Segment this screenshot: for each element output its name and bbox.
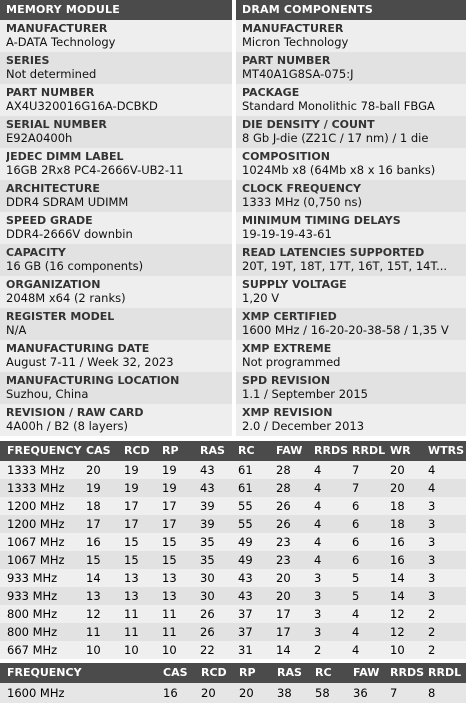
timing-cell: 15 — [124, 535, 139, 549]
timing-table — [0, 441, 466, 659]
timing-cell: 11 — [86, 625, 101, 639]
timing-cell: 55 — [238, 499, 253, 513]
xmp-header-cell: FREQUENCY — [7, 666, 82, 679]
dram-field — [236, 212, 466, 244]
xmp-header-cell: RRDS — [390, 666, 424, 679]
module-field-label: MANUFACTURING LOCATION — [6, 374, 180, 387]
timing-cell: 6 — [352, 535, 360, 549]
timing-cell: 17 — [124, 499, 139, 513]
dram-field-value: 2.0 / December 2013 — [242, 419, 365, 433]
timing-cell: 15 — [86, 553, 101, 567]
xmp-cell: 36 — [353, 686, 368, 700]
timing-cell: 13 — [124, 571, 139, 585]
xmp-cell: 20 — [201, 686, 216, 700]
module-field — [0, 180, 232, 212]
timing-cell: 17 — [276, 607, 291, 621]
timing-cell: 4 — [428, 481, 436, 495]
module-field-value: 2048M x64 (2 ranks) — [6, 291, 126, 305]
timing-cell: 2 — [314, 643, 322, 657]
module-field — [0, 212, 232, 244]
timing-header-cell: RRDL — [352, 444, 386, 457]
module-field — [0, 340, 232, 372]
timing-cell: 3 — [314, 607, 322, 621]
xmp-header-cell: RP — [239, 666, 256, 679]
timing-cell: 10 — [86, 643, 101, 657]
timing-row — [0, 533, 466, 551]
timing-cell: 17 — [162, 517, 177, 531]
xmp-header-cell: CAS — [163, 666, 188, 679]
timing-cell: 13 — [124, 589, 139, 603]
timing-cell: 28 — [276, 463, 291, 477]
timing-row — [0, 641, 466, 659]
dram-field — [236, 244, 466, 276]
timing-cell: 26 — [200, 607, 215, 621]
module-field — [0, 116, 232, 148]
timing-cell: 11 — [162, 607, 177, 621]
timing-cell: 1200 MHz — [7, 499, 65, 513]
timing-row — [0, 587, 466, 605]
timing-cell: 37 — [238, 625, 253, 639]
timing-cell: 5 — [352, 571, 360, 585]
timing-cell: 17 — [276, 625, 291, 639]
timing-cell: 2 — [428, 607, 436, 621]
dram-field-value: 1,20 V — [242, 291, 280, 305]
dram-field-label: XMP CERTIFIED — [242, 310, 337, 323]
timing-cell: 15 — [124, 553, 139, 567]
timing-row — [0, 461, 466, 479]
dram-field-label: CLOCK FREQUENCY — [242, 182, 362, 195]
module-field-value: AX4U320016G16A-DCBKD — [6, 99, 158, 113]
timing-cell: 1333 MHz — [7, 481, 65, 495]
timing-cell: 3 — [314, 589, 322, 603]
timing-cell: 1333 MHz — [7, 463, 65, 477]
timing-cell: 667 MHz — [7, 643, 58, 657]
xmp-cell: 8 — [428, 686, 436, 700]
dram-field-label: MINIMUM TIMING DELAYS — [242, 214, 401, 227]
module-field-value: 4A00h / B2 (8 layers) — [6, 419, 128, 433]
timing-cell: 6 — [352, 517, 360, 531]
timing-cell: 10 — [390, 643, 405, 657]
dram-field-label: SUPPLY VOLTAGE — [242, 278, 347, 291]
memory-module-column — [0, 0, 232, 436]
timing-cell: 14 — [390, 571, 405, 585]
timing-header-cell: RC — [238, 444, 255, 457]
timing-cell: 4 — [428, 463, 436, 477]
timing-cell: 3 — [314, 625, 322, 639]
xmp-cell: 58 — [315, 686, 330, 700]
timing-cell: 15 — [162, 535, 177, 549]
timing-cell: 4 — [314, 481, 322, 495]
timing-cell: 1067 MHz — [7, 553, 65, 567]
timing-cell: 3 — [428, 589, 436, 603]
timing-cell: 10 — [124, 643, 139, 657]
timing-cell: 14 — [390, 589, 405, 603]
timing-cell: 17 — [162, 499, 177, 513]
xmp-header-cell: RCD — [201, 666, 227, 679]
timing-row — [0, 497, 466, 515]
dram-field-value: 1.1 / September 2015 — [242, 387, 368, 401]
dram-field-label: SPD REVISION — [242, 374, 331, 387]
timing-cell: 6 — [352, 499, 360, 513]
timing-table-header — [0, 441, 466, 461]
timing-cell: 20 — [86, 463, 101, 477]
dram-field — [236, 404, 466, 436]
timing-row — [0, 515, 466, 533]
timing-cell: 19 — [162, 481, 177, 495]
module-field — [0, 276, 232, 308]
timing-header-cell: FREQUENCY — [7, 444, 82, 457]
timing-header-cell: RCD — [124, 444, 150, 457]
xmp-header-cell: RC — [315, 666, 332, 679]
timing-cell: 16 — [86, 535, 101, 549]
timing-cell: 4 — [352, 643, 360, 657]
timing-cell: 12 — [390, 625, 405, 639]
timing-cell: 3 — [428, 517, 436, 531]
module-field — [0, 372, 232, 404]
module-field-label: ORGANIZATION — [6, 278, 101, 291]
module-field-value: August 7-11 / Week 32, 2023 — [6, 355, 174, 369]
dram-field-label: READ LATENCIES SUPPORTED — [242, 246, 425, 259]
timing-cell: 49 — [238, 535, 253, 549]
module-field-label: REGISTER MODEL — [6, 310, 115, 323]
dram-field-value: Not programmed — [242, 355, 341, 369]
timing-cell: 43 — [238, 571, 253, 585]
timing-cell: 4 — [352, 625, 360, 639]
timing-cell: 933 MHz — [7, 571, 58, 585]
dram-field — [236, 84, 466, 116]
timing-cell: 7 — [352, 481, 360, 495]
module-field-label: MANUFACTURER — [6, 22, 108, 35]
dram-field-label: MANUFACTURER — [242, 22, 344, 35]
timing-cell: 14 — [276, 643, 291, 657]
xmp-table-header — [0, 663, 466, 683]
timing-table-body — [0, 461, 466, 659]
module-field — [0, 148, 232, 180]
dram-field — [236, 116, 466, 148]
timing-cell: 3 — [428, 535, 436, 549]
dram-field — [236, 52, 466, 84]
timing-cell: 2 — [428, 643, 436, 657]
timing-header-cell: WR — [390, 444, 411, 457]
timing-cell: 37 — [238, 607, 253, 621]
timing-row — [0, 479, 466, 497]
timing-cell: 2 — [428, 625, 436, 639]
timing-header-cell: WTRS — [428, 444, 465, 457]
timing-cell: 4 — [314, 553, 322, 567]
timing-header-cell: RAS — [200, 444, 225, 457]
timing-cell: 800 MHz — [7, 625, 58, 639]
dram-field-label: COMPOSITION — [242, 150, 330, 163]
module-field-label: CAPACITY — [6, 246, 66, 259]
timing-cell: 12 — [390, 607, 405, 621]
module-field — [0, 20, 232, 52]
xmp-cell: 16 — [163, 686, 178, 700]
timing-cell: 11 — [124, 625, 139, 639]
dram-field — [236, 372, 466, 404]
timing-header-cell: FAW — [276, 444, 303, 457]
timing-cell: 22 — [200, 643, 215, 657]
timing-cell: 39 — [200, 517, 215, 531]
dram-field — [236, 180, 466, 212]
xmp-cell: 20 — [239, 686, 254, 700]
memory-module-header: MEMORY MODULE — [0, 0, 232, 20]
timing-cell: 3 — [314, 571, 322, 585]
timing-cell: 11 — [162, 625, 177, 639]
timing-row — [0, 569, 466, 587]
timing-cell: 20 — [276, 571, 291, 585]
timing-row — [0, 623, 466, 641]
dram-field — [236, 308, 466, 340]
dram-field-value: MT40A1G8SA-075:J — [242, 67, 354, 81]
module-field — [0, 244, 232, 276]
timing-cell: 3 — [428, 571, 436, 585]
module-field — [0, 404, 232, 436]
timing-cell: 26 — [276, 517, 291, 531]
timing-cell: 10 — [162, 643, 177, 657]
timing-cell: 1067 MHz — [7, 535, 65, 549]
timing-header-cell: CAS — [86, 444, 111, 457]
timing-cell: 16 — [390, 553, 405, 567]
timing-cell: 35 — [200, 553, 215, 567]
module-field-value: DDR4-2666V downbin — [6, 227, 133, 241]
module-field-value: 16 GB (16 components) — [6, 259, 144, 273]
timing-cell: 43 — [200, 463, 215, 477]
timing-header-cell: RRDS — [314, 444, 348, 457]
module-field-value: Not determined — [6, 67, 97, 81]
xmp-header-cell: FAW — [353, 666, 380, 679]
timing-cell: 30 — [200, 571, 215, 585]
dram-field-value: 1024Mb x8 (64Mb x8 x 16 banks) — [242, 163, 436, 177]
dram-field-label: XMP REVISION — [242, 406, 333, 419]
timing-header-cell: RP — [162, 444, 179, 457]
timing-cell: 4 — [314, 535, 322, 549]
xmp-cell: 1600 MHz — [7, 686, 65, 700]
dram-field — [236, 20, 466, 52]
timing-cell: 43 — [238, 589, 253, 603]
module-field-label: SERIAL NUMBER — [6, 118, 107, 131]
timing-cell: 35 — [200, 535, 215, 549]
timing-cell: 7 — [352, 463, 360, 477]
module-field-value: A-DATA Technology — [6, 35, 116, 49]
timing-cell: 11 — [124, 607, 139, 621]
timing-cell: 39 — [200, 499, 215, 513]
xmp-cell: 38 — [277, 686, 292, 700]
dram-field-value: 20T, 19T, 18T, 17T, 16T, 15T, 14T... — [242, 259, 448, 273]
dram-field-value: Standard Monolithic 78-ball FBGA — [242, 99, 435, 113]
dram-components-column — [236, 0, 466, 436]
timing-cell: 30 — [200, 589, 215, 603]
timing-cell: 19 — [162, 463, 177, 477]
timing-cell: 3 — [428, 499, 436, 513]
timing-cell: 19 — [124, 481, 139, 495]
timing-cell: 17 — [86, 517, 101, 531]
dram-components-header: DRAM COMPONENTS — [236, 0, 466, 20]
module-field-value: E92A0400h — [6, 131, 73, 145]
timing-cell: 61 — [238, 481, 253, 495]
timing-cell: 20 — [390, 463, 405, 477]
timing-cell: 16 — [390, 535, 405, 549]
timing-cell: 19 — [124, 463, 139, 477]
module-field-value: 16GB 2Rx8 PC4-2666V-UB2-11 — [6, 163, 184, 177]
timing-row — [0, 551, 466, 569]
timing-cell: 20 — [390, 481, 405, 495]
xmp-header-cell: RAS — [277, 666, 302, 679]
timing-cell: 4 — [352, 607, 360, 621]
timing-cell: 18 — [390, 499, 405, 513]
timing-cell: 18 — [390, 517, 405, 531]
dram-field — [236, 148, 466, 180]
module-field-label: SPEED GRADE — [6, 214, 93, 227]
timing-cell: 4 — [314, 499, 322, 513]
module-field-label: MANUFACTURING DATE — [6, 342, 150, 355]
timing-cell: 23 — [276, 553, 291, 567]
dram-field-value: 1333 MHz (0,750 ns) — [242, 195, 363, 209]
timing-cell: 6 — [352, 553, 360, 567]
timing-cell: 61 — [238, 463, 253, 477]
timing-cell: 4 — [314, 517, 322, 531]
dram-field-value: 19-19-19-43-61 — [242, 227, 332, 241]
xmp-header-cell: RRDL — [428, 666, 462, 679]
module-field-label: SERIES — [6, 54, 50, 67]
timing-cell: 49 — [238, 553, 253, 567]
xmp-cell: 7 — [390, 686, 398, 700]
dram-field — [236, 340, 466, 372]
dram-field-value: 1600 MHz / 16-20-20-38-58 / 1,35 V — [242, 323, 449, 337]
xmp-table-row — [0, 683, 466, 703]
timing-cell: 23 — [276, 535, 291, 549]
xmp-table — [0, 663, 466, 703]
dram-field-label: PACKAGE — [242, 86, 300, 99]
timing-cell: 43 — [200, 481, 215, 495]
timing-cell: 1200 MHz — [7, 517, 65, 531]
timing-cell: 14 — [86, 571, 101, 585]
dram-field-value: 8 Gb J-die (Z21C / 17 nm) / 1 die — [242, 131, 429, 145]
dram-field-label: PART NUMBER — [242, 54, 331, 67]
timing-row — [0, 605, 466, 623]
module-field — [0, 84, 232, 116]
timing-cell: 12 — [86, 607, 101, 621]
timing-cell: 15 — [162, 553, 177, 567]
module-field-label: PART NUMBER — [6, 86, 95, 99]
module-field-value: N/A — [6, 323, 27, 337]
timing-cell: 13 — [86, 589, 101, 603]
timing-cell: 20 — [276, 589, 291, 603]
timing-cell: 31 — [238, 643, 253, 657]
dram-field-label: XMP EXTREME — [242, 342, 332, 355]
timing-cell: 55 — [238, 517, 253, 531]
timing-cell: 17 — [124, 517, 139, 531]
module-field — [0, 308, 232, 340]
timing-cell: 933 MHz — [7, 589, 58, 603]
dram-field-value: Micron Technology — [242, 35, 349, 49]
module-field-label: JEDEC DIMM LABEL — [6, 150, 124, 163]
dram-field — [236, 276, 466, 308]
timing-cell: 13 — [162, 571, 177, 585]
module-field-label: REVISION / RAW CARD — [6, 406, 144, 419]
timing-cell: 800 MHz — [7, 607, 58, 621]
timing-cell: 28 — [276, 481, 291, 495]
module-field-value: DDR4 SDRAM UDIMM — [6, 195, 129, 209]
timing-cell: 5 — [352, 589, 360, 603]
module-field-value: Suzhou, China — [6, 387, 89, 401]
timing-cell: 3 — [428, 553, 436, 567]
timing-cell: 4 — [314, 463, 322, 477]
module-field-label: ARCHITECTURE — [6, 182, 100, 195]
timing-cell: 18 — [86, 499, 101, 513]
timing-cell: 19 — [86, 481, 101, 495]
timing-cell: 26 — [200, 625, 215, 639]
module-field — [0, 52, 232, 84]
timing-cell: 13 — [162, 589, 177, 603]
dram-field-label: DIE DENSITY / COUNT — [242, 118, 375, 131]
timing-cell: 26 — [276, 499, 291, 513]
